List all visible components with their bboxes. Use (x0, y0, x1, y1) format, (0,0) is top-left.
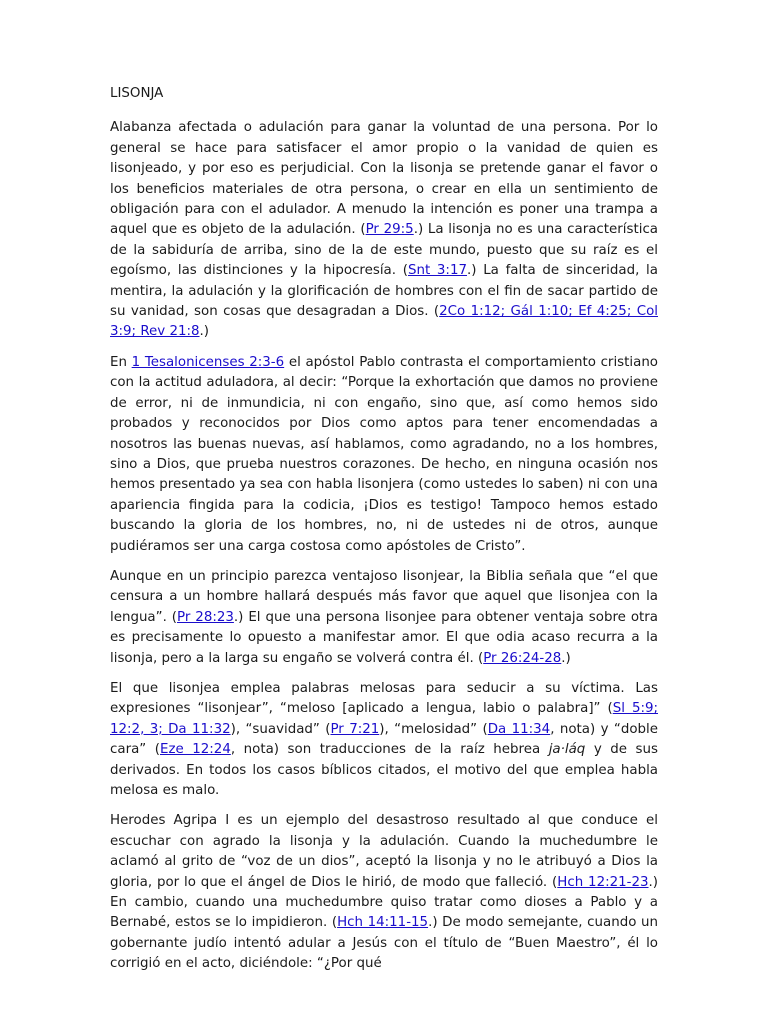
paragraph-text: El que lisonjea emplea palabras melosas para seducir a su víctima. Las expresiones “lisonjear”, “meloso [aplicado a lengua, labio o palabra]” ( (110, 680, 658, 717)
scripture-link[interactable]: Pr 29:5 (365, 222, 414, 238)
paragraph-text: .) El que una persona lisonjee para obtener ventaja sobre otra es precisamente lo opuesto a manifestar amor. El que odia acaso recurra a la lisonja, pero a la larga su engaño se volverá contra él. ( (110, 609, 658, 666)
document-title: LISONJA (110, 86, 164, 101)
paragraph-text: .) (561, 650, 571, 666)
paragraph-tesalonicenses (110, 353, 658, 557)
paragraph-ventajoso (110, 567, 658, 669)
paragraph-definition (110, 118, 658, 342)
document-page (110, 84, 658, 985)
hebrew-term: ja·láq (548, 742, 586, 758)
paragraph-text: Aunque en un principio parezca ventajoso lisonjear, la Biblia señala que “el que censura a un hombre hallará después más favor que aquel que lisonjea con la lengua”. ( (110, 568, 658, 625)
paragraph-text: Herodes Agripa I es un ejemplo del desastroso resultado al que conduce el escuchar con agrado la lisonja y la adulación. Cuando la muchedumbre le aclamó al grito de “voz de un dios”, aceptó la lisonja y no le atribuyó a Dios la gloria, por lo que el ángel de Dios le hirió, de modo que falleció. ( (110, 813, 658, 890)
paragraph-text: .) En cambio, cuando una muchedumbre quiso tratar como dioses a Pablo y a Bernabé, estos se lo impidieron. ( (110, 874, 658, 931)
scripture-link[interactable]: 1 Tesalonicenses 2:3-6 (131, 354, 285, 370)
paragraph-text: ), “suavidad” ( (230, 721, 331, 737)
scripture-link[interactable]: Pr 7:21 (330, 721, 380, 737)
paragraph-text: y de sus derivados. En todos los casos bíblicos citados, el motivo del que emplea habla melosa es malo. (110, 742, 659, 798)
paragraph-text: .) De modo semejante, cuando un gobernante judío intentó adular a Jesús con el título de “Buen Maestro”, él lo corrigió en el acto, diciéndole: “¿Por qué (110, 915, 658, 972)
paragraph-palabras-melosas (110, 679, 658, 801)
scripture-link[interactable]: Sl 5:9; 12:2, 3; Da 11:32 (110, 701, 658, 737)
scripture-link[interactable]: Hch 14:11-15 (337, 915, 429, 931)
paragraph-text: .) La lisonja no es una característica de la sabiduría de arriba, sino de la de este mundo, puesto que su raíz es el egoísmo, las distinciones y la hipocresía. ( (110, 222, 659, 279)
paragraph-text: , nota) son traducciones de la raíz hebrea (230, 742, 549, 758)
scripture-link[interactable]: Pr 28:23 (177, 609, 234, 625)
paragraph-text: el apóstol Pablo contrasta el comportamiento cristiano con la actitud aduladora, al decir: “Porque la exhortación que damos no proviene de error, ni de inmundicia, ni con engaño, sino que, así como hemos sido probados y reconocidos por Dios como aptos para tener encomendadas a nosotros las buenas nuevas, así hablamos, como agradando, no a los hombres, sino a Dios, que prueba nuestros corazones. De hecho, en ninguna ocasión nos hemos presentado ya sea con habla lisonjera (como ustedes lo saben) ni con una apariencia fingida para la codicia, ¡Dios es testigo! Tampoco hemos estado buscando la gloria de los hombres, no, ni de ustedes ni de otros, aunque pudiéramos ser una carga costosa como apóstoles de Cristo”. (110, 354, 658, 554)
paragraph-text: .) (199, 324, 209, 340)
paragraph-herodes (110, 811, 658, 974)
scripture-link[interactable]: 2Co 1:12; Gál 1:10; Ef 4:25; Col 3:9; Rev 21:8 (110, 304, 658, 340)
scripture-link[interactable]: Da 11:34 (487, 721, 551, 737)
paragraph-text: En (110, 354, 132, 370)
paragraph-text: Alabanza afectada o adulación para ganar la voluntad de una persona. Por lo general se hace para satisfacer el amor propio o la vanidad de quien es lisonjeado, y por eso es perjudicial. Con la lisonja se pretende ganar el favor o los beneficios materiales de otra persona, o crear en ella un sentimiento de obligación para con el adulador. A menudo la intención es poner una trampa a aquel que es objeto de la adulación. ( (110, 120, 658, 238)
scripture-link[interactable]: Pr 26:24-28 (483, 650, 562, 666)
scripture-link[interactable]: Hch 12:21-23 (557, 874, 649, 890)
scripture-link[interactable]: Snt 3:17 (407, 263, 467, 279)
paragraph-text: ), “melosidad” ( (379, 721, 488, 737)
paragraph-text: , nota) y “doble cara” ( (110, 721, 658, 758)
paragraph-text: .) La falta de sinceridad, la mentira, la adulación y la glorificación de hombres con el fin de sacar partido de su vanidad, son cosas que desagradan a Dios. ( (110, 263, 658, 320)
scripture-link[interactable]: Eze 12:24 (159, 742, 231, 758)
